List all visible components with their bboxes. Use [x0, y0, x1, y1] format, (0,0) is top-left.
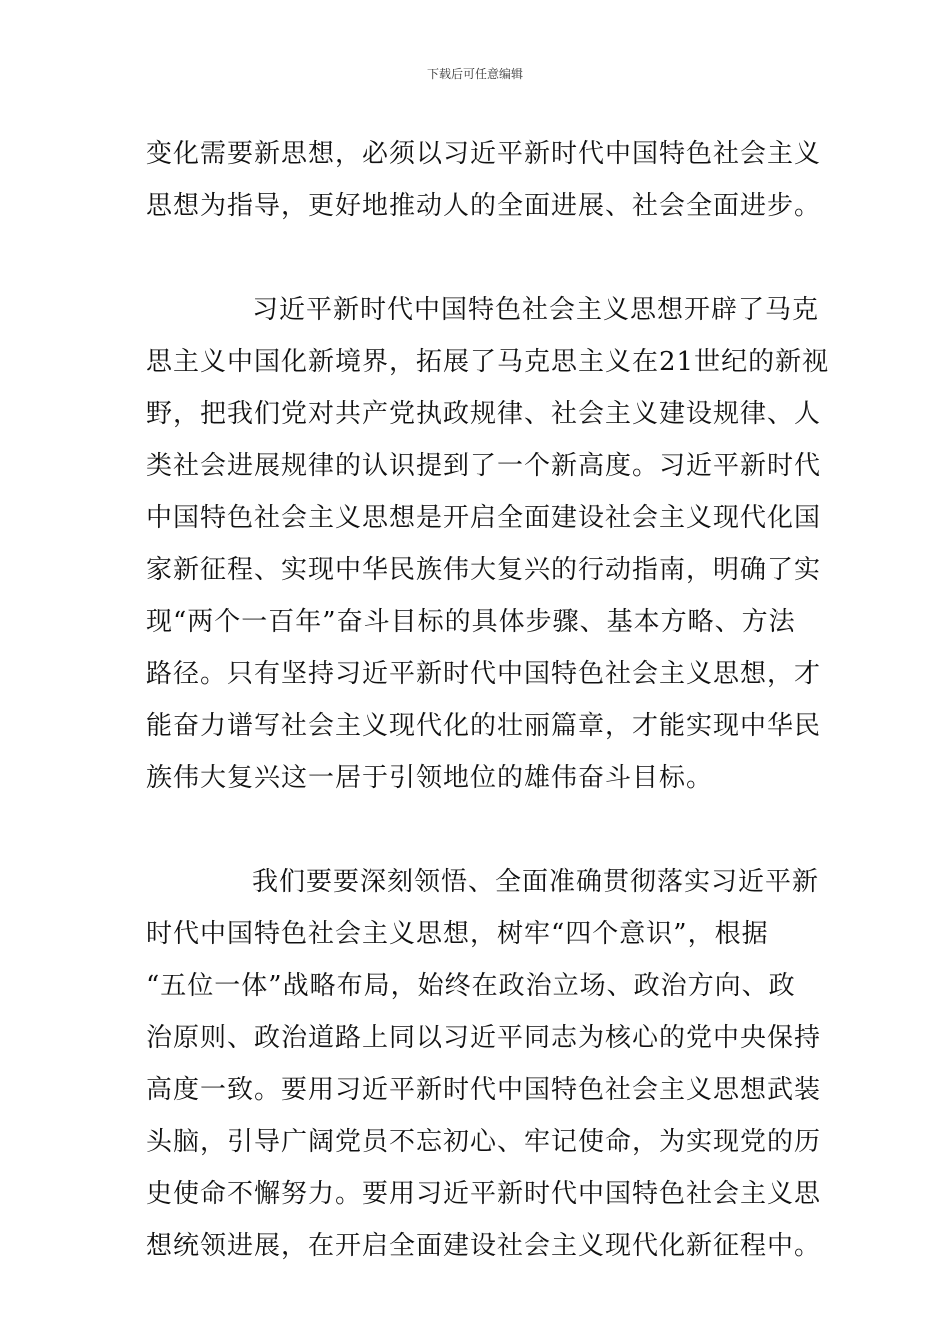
- document-body: [146, 128, 830, 1272]
- text-line: 中国特色社会主义思想是开启全面建设社会主义现代化国: [146, 503, 822, 533]
- text-line: 思想为指导，更好地推动人的全面进展、社会全面进步。: [146, 191, 822, 221]
- text-line: 变化需要新思想，必须以习近平新时代中国特色社会主义: [146, 139, 822, 169]
- text-line: 家新征程、实现中华民族伟大复兴的行动指南，明确了实: [146, 555, 822, 585]
- text-line: 史使命不懈努力。要用习近平新时代中国特色社会主义思: [146, 1179, 822, 1209]
- text-line: 时代中国特色社会主义思想，树牢“四个意识”，根据: [146, 919, 769, 949]
- text-line: 想统领进展，在开启全面建设社会主义现代化新征程中。: [146, 1231, 822, 1261]
- text-line: 我们要要深刻领悟、全面准确贯彻落实习近平新: [252, 867, 820, 897]
- text-line: 现“两个一百年”奋斗目标的具体步骤、基本方略、方法: [146, 607, 796, 637]
- text-line: 路径。只有坚持习近平新时代中国特色社会主义思想，才: [146, 659, 822, 689]
- text-line: 类社会进展规律的认识提到了一个新高度。习近平新时代: [146, 451, 822, 481]
- text-line: 头脑，引导广阔党员不忘初心、牢记使命，为实现党的历: [146, 1127, 822, 1157]
- text-line: 族伟大复兴这一居于引领地位的雄伟奋斗目标。: [146, 763, 714, 793]
- text-line: 能奋力谱写社会主义现代化的壮丽篇章，才能实现中华民: [146, 711, 822, 741]
- text-line: 治原则、政治道路上同以习近平同志为核心的党中央保持: [146, 1023, 822, 1053]
- text-line: “五位一体”战略布局，始终在政治立场、政治方向、政: [146, 971, 796, 1001]
- text-line: 野，把我们党对共产党执政规律、社会主义建设规律、人: [146, 399, 822, 429]
- text-line: 高度一致。要用习近平新时代中国特色社会主义思想武装: [146, 1075, 822, 1105]
- text-line: 思主义中国化新境界，拓展了马克思主义在21世纪的新视: [146, 347, 830, 377]
- paragraph: [146, 128, 822, 232]
- paragraph: [146, 856, 822, 1272]
- page-header: 下载后可任意编辑: [426, 67, 523, 81]
- text-line: 习近平新时代中国特色社会主义思想开辟了马克: [252, 295, 820, 325]
- paragraph: [146, 284, 830, 804]
